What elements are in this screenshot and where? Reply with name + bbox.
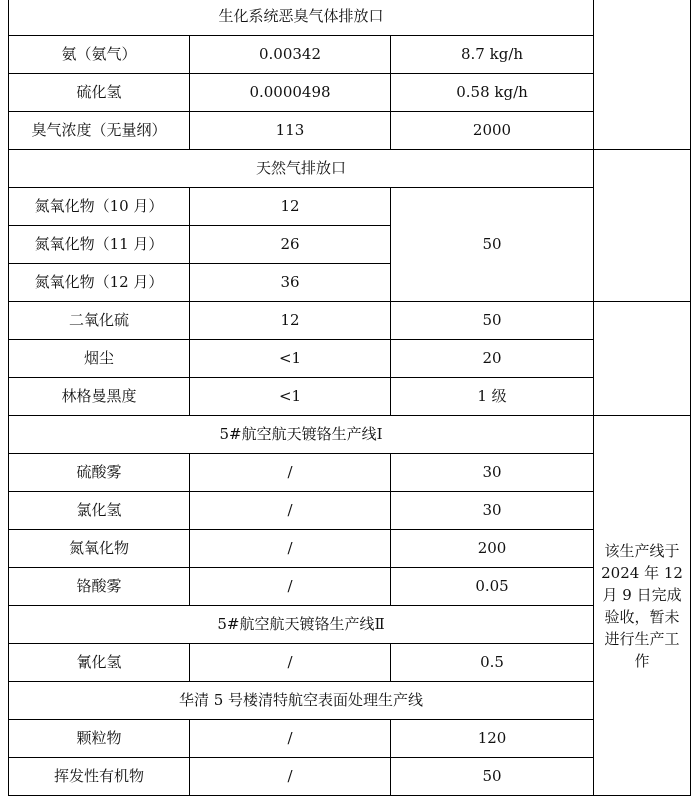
- table-row: [9, 74, 691, 112]
- measured-value: /: [190, 758, 391, 796]
- section-title: 5#航空航天镀铬生产线Ⅱ: [9, 606, 594, 644]
- remark-cell: [594, 0, 691, 150]
- pollutant-name: 硫化氢: [9, 74, 190, 112]
- pollutant-name: 二氧化硫: [9, 302, 190, 340]
- pollutant-name: 臭气浓度（无量纲）: [9, 112, 190, 150]
- measured-value: /: [190, 720, 391, 758]
- remark-cell: [594, 302, 691, 416]
- table-row: [9, 492, 691, 530]
- measured-value: /: [190, 530, 391, 568]
- pollutant-name: 烟尘: [9, 340, 190, 378]
- section-title: 5#航空航天镀铬生产线Ⅰ: [9, 416, 594, 454]
- table-row: [9, 568, 691, 606]
- limit-value: 30: [391, 454, 594, 492]
- section-header-row: [9, 150, 691, 188]
- section-header-row: [9, 682, 691, 720]
- measured-value: 36: [190, 264, 391, 302]
- remark-note: 该生产线于 2024 年 12 月 9 日完成验收，暂未进行生产工作: [594, 416, 691, 796]
- pollutant-name: 氰化氢: [9, 644, 190, 682]
- pollutant-name: 挥发性有机物: [9, 758, 190, 796]
- section-header-row: [9, 0, 691, 36]
- table-row: [9, 454, 691, 492]
- table-row: [9, 340, 691, 378]
- measured-value: 26: [190, 226, 391, 264]
- measured-value: <1: [190, 378, 391, 416]
- pollutant-name: 氯化氢: [9, 492, 190, 530]
- limit-value: 50: [391, 188, 594, 302]
- measured-value: /: [190, 492, 391, 530]
- measured-value: 0.0000498: [190, 74, 391, 112]
- pollutant-name: 铬酸雾: [9, 568, 190, 606]
- pollutant-name: 氮氧化物（12 月）: [9, 264, 190, 302]
- table-row: [9, 644, 691, 682]
- measured-value: 113: [190, 112, 391, 150]
- limit-value: 0.05: [391, 568, 594, 606]
- measured-value: /: [190, 644, 391, 682]
- pollutant-name: 硫酸雾: [9, 454, 190, 492]
- measured-value: 12: [190, 302, 391, 340]
- limit-value: 0.58 kg/h: [391, 74, 594, 112]
- limit-value: 0.5: [391, 644, 594, 682]
- remark-cell: [594, 150, 691, 302]
- pollutant-name: 氨（氨气）: [9, 36, 190, 74]
- pollutant-name: 氮氧化物: [9, 530, 190, 568]
- measured-value: /: [190, 454, 391, 492]
- table-row: [9, 720, 691, 758]
- table-row: [9, 188, 691, 226]
- measured-value: 0.00342: [190, 36, 391, 74]
- measured-value: <1: [190, 340, 391, 378]
- section-header-row: [9, 416, 691, 454]
- section-header-row: [9, 606, 691, 644]
- pollutant-name: 林格曼黑度: [9, 378, 190, 416]
- table-row: [9, 530, 691, 568]
- section-title: 生化系统恶臭气体排放口: [9, 0, 594, 36]
- limit-value: 50: [391, 758, 594, 796]
- pollutant-name: 氮氧化物（11 月）: [9, 226, 190, 264]
- section-title: 华清 5 号楼清特航空表面处理生产线: [9, 682, 594, 720]
- table-row: [9, 378, 691, 416]
- table-row: [9, 758, 691, 796]
- limit-value: 2000: [391, 112, 594, 150]
- section-title: 天然气排放口: [9, 150, 594, 188]
- limit-value: 20: [391, 340, 594, 378]
- table-row: [9, 302, 691, 340]
- measured-value: /: [190, 568, 391, 606]
- measured-value: 12: [190, 188, 391, 226]
- limit-value: 120: [391, 720, 594, 758]
- limit-value: 200: [391, 530, 594, 568]
- limit-value: 8.7 kg/h: [391, 36, 594, 74]
- emissions-table: [8, 0, 691, 796]
- pollutant-name: 氮氧化物（10 月）: [9, 188, 190, 226]
- pollutant-name: 颗粒物: [9, 720, 190, 758]
- limit-value: 1 级: [391, 378, 594, 416]
- table-row: [9, 36, 691, 74]
- limit-value: 30: [391, 492, 594, 530]
- table-row: [9, 112, 691, 150]
- limit-value: 50: [391, 302, 594, 340]
